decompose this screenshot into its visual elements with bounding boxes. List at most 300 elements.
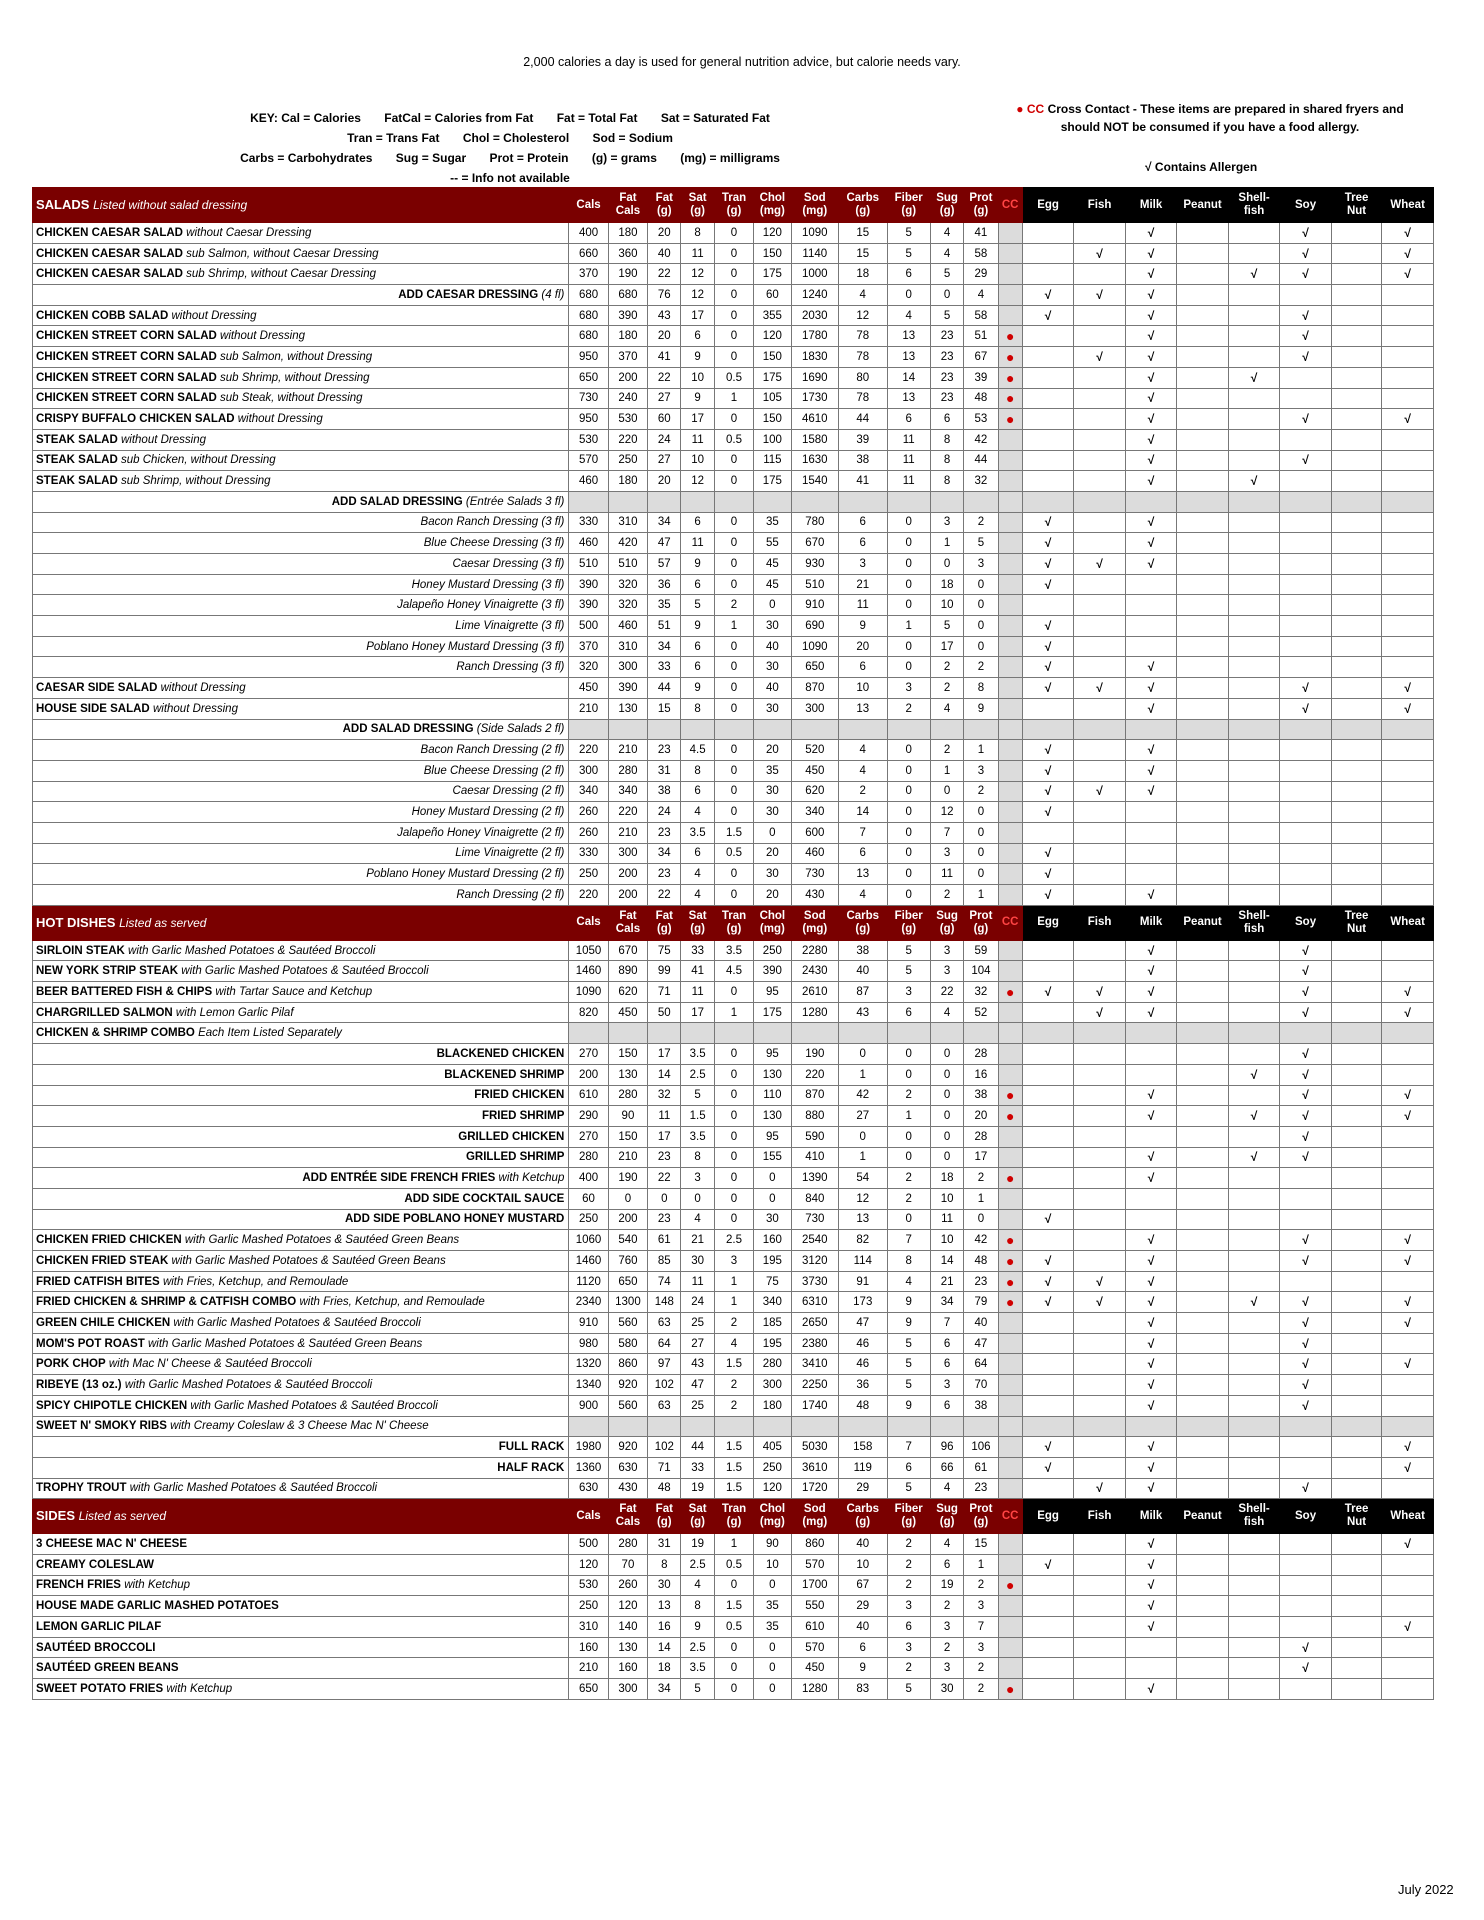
value-chol: 155 bbox=[754, 1147, 791, 1168]
value-sat: 3.5 bbox=[681, 1044, 714, 1065]
value-sat: 4.5 bbox=[681, 740, 714, 761]
allergen-shellfish bbox=[1228, 1002, 1280, 1023]
allergen-peanut bbox=[1177, 1209, 1229, 1230]
table-row bbox=[33, 698, 1434, 719]
allergen-soy: √ bbox=[1280, 1478, 1332, 1499]
footer-date: July 2022 bbox=[1398, 1882, 1454, 1897]
allergen-treenut bbox=[1331, 1147, 1382, 1168]
tran-header-bottom: (g) bbox=[726, 1516, 742, 1529]
column-header-cals: Cals bbox=[569, 905, 608, 940]
item-name bbox=[33, 1596, 569, 1617]
column-header-fish: Fish bbox=[1074, 188, 1126, 223]
cc-marker bbox=[998, 1188, 1022, 1209]
value-fat-cals: 890 bbox=[608, 961, 647, 982]
column-header-wheat: Wheat bbox=[1382, 905, 1434, 940]
value-chol: 250 bbox=[754, 1457, 791, 1478]
allergen-wheat bbox=[1382, 326, 1434, 347]
value-tran: 0 bbox=[714, 471, 753, 492]
value-fiber: 13 bbox=[887, 326, 930, 347]
column-header-sat bbox=[681, 188, 714, 223]
allergen-treenut bbox=[1331, 678, 1382, 699]
value-fiber: 9 bbox=[887, 1395, 930, 1416]
value-carbs: 83 bbox=[839, 1679, 887, 1700]
allergen-treenut bbox=[1331, 636, 1382, 657]
table-row bbox=[33, 533, 1434, 554]
value-sod: 300 bbox=[791, 698, 838, 719]
allergen-milk: √ bbox=[1125, 1437, 1177, 1458]
allergen-wheat bbox=[1382, 491, 1434, 512]
allergen-shellfish: √ bbox=[1228, 471, 1280, 492]
allergen-milk: √ bbox=[1125, 760, 1177, 781]
value-tran: 0 bbox=[714, 326, 753, 347]
value-prot: 64 bbox=[964, 1354, 998, 1375]
value-tran: 0 bbox=[714, 1168, 753, 1189]
column-header-cc: CC bbox=[998, 188, 1022, 223]
column-header-treenut bbox=[1331, 905, 1382, 940]
value-sat: 6 bbox=[681, 574, 714, 595]
value-tran: 0.5 bbox=[714, 367, 753, 388]
chol-header-top: Chol bbox=[759, 1503, 786, 1516]
allergen-peanut bbox=[1177, 1375, 1229, 1396]
item-name bbox=[33, 1209, 569, 1230]
value-chol: 20 bbox=[754, 740, 791, 761]
value-carbs: 1 bbox=[839, 1064, 887, 1085]
allergen-fish bbox=[1074, 367, 1126, 388]
value-sug: 6 bbox=[930, 1554, 963, 1575]
value-chol: 0 bbox=[754, 595, 791, 616]
allergen-soy bbox=[1280, 1209, 1332, 1230]
value-carbs: 29 bbox=[839, 1596, 887, 1617]
item-name-bold: SIDE POBLANO HONEY MUSTARD bbox=[369, 1213, 565, 1226]
value-sod: 3120 bbox=[791, 1251, 838, 1272]
allergen-wheat: √ bbox=[1382, 1292, 1434, 1313]
key-item: -- = Info not available bbox=[450, 171, 570, 185]
value-prot: 79 bbox=[964, 1292, 998, 1313]
item-description: Lime Vinaigrette (2 fl) bbox=[455, 847, 565, 860]
value-prot: 0 bbox=[964, 595, 998, 616]
allergen-wheat bbox=[1382, 388, 1434, 409]
allergen-treenut bbox=[1331, 1637, 1382, 1658]
value-sug: 3 bbox=[930, 843, 963, 864]
allergen-fish bbox=[1074, 802, 1126, 823]
allergen-wheat bbox=[1382, 305, 1434, 326]
value-chol: 175 bbox=[754, 471, 791, 492]
value-tran: 0 bbox=[714, 223, 753, 244]
cc-marker bbox=[998, 1457, 1022, 1478]
table-row bbox=[33, 1395, 1434, 1416]
value-tran: 1 bbox=[714, 388, 753, 409]
sod-header-top: Sod bbox=[803, 909, 826, 922]
allergen-treenut bbox=[1331, 616, 1382, 637]
allergen-fish: √ bbox=[1074, 1002, 1126, 1023]
allergen-wheat bbox=[1382, 450, 1434, 471]
value-fiber: 5 bbox=[887, 1375, 930, 1396]
item-name bbox=[33, 1333, 569, 1354]
value-sat: 5 bbox=[681, 1679, 714, 1700]
item-name bbox=[33, 982, 569, 1003]
value-sug: 18 bbox=[930, 1168, 963, 1189]
table-row bbox=[33, 1085, 1434, 1106]
table-row bbox=[33, 388, 1434, 409]
allergen-milk: √ bbox=[1125, 657, 1177, 678]
value-sat: 47 bbox=[681, 1375, 714, 1396]
allergen-fish: √ bbox=[1074, 347, 1126, 368]
value-carbs: 78 bbox=[839, 347, 887, 368]
allergen-fish bbox=[1074, 1044, 1126, 1065]
allergen-fish bbox=[1074, 940, 1126, 961]
value-tran: 0 bbox=[714, 554, 753, 575]
prot-header-bottom: (g) bbox=[973, 1516, 989, 1529]
table-row bbox=[33, 347, 1434, 368]
shellfish-header-top: Shell- bbox=[1238, 909, 1270, 922]
cc-dot-icon: ● bbox=[1016, 102, 1024, 116]
value-sat: 2.5 bbox=[681, 1637, 714, 1658]
value-fat-cals: 210 bbox=[608, 1147, 647, 1168]
allergen-wheat: √ bbox=[1382, 698, 1434, 719]
allergen-fish: √ bbox=[1074, 1271, 1126, 1292]
subgroup-row bbox=[33, 719, 1434, 740]
allergen-milk: √ bbox=[1125, 1147, 1177, 1168]
value-fiber: 0 bbox=[887, 574, 930, 595]
value-fat-cals: 140 bbox=[608, 1617, 647, 1638]
value-fat-cals: 180 bbox=[608, 471, 647, 492]
allergen-treenut bbox=[1331, 1271, 1382, 1292]
item-name-bold: CHICKEN FRIED CHICKEN bbox=[36, 1234, 182, 1247]
item-name bbox=[33, 595, 569, 616]
value-fat-cals: 650 bbox=[608, 1271, 647, 1292]
value-chol: 0 bbox=[754, 822, 791, 843]
table-row bbox=[33, 1437, 1434, 1458]
value-prot: 106 bbox=[964, 1437, 998, 1458]
value-cals: 250 bbox=[569, 864, 608, 885]
value-cals: 220 bbox=[569, 740, 608, 761]
value-sod: 510 bbox=[791, 574, 838, 595]
value-tran bbox=[714, 1416, 753, 1437]
value-tran: 0 bbox=[714, 1679, 753, 1700]
contains-allergen-legend: √ Contains Allergen bbox=[1145, 160, 1258, 174]
allergen-egg bbox=[1022, 1188, 1074, 1209]
cc-marker bbox=[998, 940, 1022, 961]
column-header-tran bbox=[714, 188, 753, 223]
value-fat-cals: 0 bbox=[608, 1188, 647, 1209]
item-description: sub Shrimp, without Dressing bbox=[220, 371, 370, 384]
column-header-prot bbox=[964, 905, 998, 940]
allergen-milk: √ bbox=[1125, 1333, 1177, 1354]
item-description: without Dressing bbox=[120, 433, 206, 446]
value-sug: 14 bbox=[930, 1251, 963, 1272]
allergen-treenut bbox=[1331, 781, 1382, 802]
value-fat: 48 bbox=[648, 1478, 681, 1499]
column-header-soy: Soy bbox=[1280, 1499, 1332, 1534]
value-carbs bbox=[839, 491, 887, 512]
allergen-soy bbox=[1280, 388, 1332, 409]
value-fiber: 11 bbox=[887, 429, 930, 450]
value-sug: 8 bbox=[930, 429, 963, 450]
value-carbs: 67 bbox=[839, 1575, 887, 1596]
key-item: Carbs = Carbohydrates bbox=[240, 151, 373, 165]
item-name-bold: MOM'S POT ROAST bbox=[36, 1337, 145, 1350]
value-chol: 30 bbox=[754, 781, 791, 802]
value-sug: 6 bbox=[930, 1395, 963, 1416]
value-fat: 76 bbox=[648, 285, 681, 306]
value-sug: 7 bbox=[930, 822, 963, 843]
value-carbs: 6 bbox=[839, 657, 887, 678]
allergen-wheat bbox=[1382, 1637, 1434, 1658]
value-sod: 690 bbox=[791, 616, 838, 637]
value-sat bbox=[681, 1023, 714, 1044]
item-description: with Garlic Mashed Potatoes & Sautéed Broccoli bbox=[178, 965, 429, 978]
cc-label: CC bbox=[1026, 102, 1045, 116]
allergen-fish bbox=[1074, 223, 1126, 244]
value-fat-cals bbox=[608, 1023, 647, 1044]
value-fiber: 0 bbox=[887, 864, 930, 885]
value-sod: 1730 bbox=[791, 388, 838, 409]
allergen-treenut bbox=[1331, 1658, 1382, 1679]
item-name bbox=[33, 1023, 569, 1044]
allergen-peanut bbox=[1177, 1147, 1229, 1168]
value-fat: 8 bbox=[648, 1554, 681, 1575]
value-fat-cals: 250 bbox=[608, 450, 647, 471]
item-name bbox=[33, 1126, 569, 1147]
value-carbs: 7 bbox=[839, 822, 887, 843]
item-name bbox=[33, 512, 569, 533]
allergen-treenut bbox=[1331, 1251, 1382, 1272]
allergen-egg bbox=[1022, 1044, 1074, 1065]
value-sat: 25 bbox=[681, 1313, 714, 1334]
value-cals: 300 bbox=[569, 760, 608, 781]
item-name bbox=[33, 1395, 569, 1416]
allergen-peanut bbox=[1177, 305, 1229, 326]
value-sug: 4 bbox=[930, 223, 963, 244]
column-header-carbs bbox=[839, 1499, 887, 1534]
allergen-egg bbox=[1022, 1596, 1074, 1617]
allergen-wheat bbox=[1382, 1395, 1434, 1416]
value-cals: 1340 bbox=[569, 1375, 608, 1396]
value-sug: 0 bbox=[930, 1064, 963, 1085]
value-chol: 0 bbox=[754, 1637, 791, 1658]
value-sug bbox=[930, 1416, 963, 1437]
cc-dot-icon: ● bbox=[998, 1679, 1022, 1700]
value-fat-cals: 220 bbox=[608, 429, 647, 450]
item-description: sub Chicken, without Dressing bbox=[120, 454, 276, 467]
item-name-bold: NEW YORK STRIP STEAK bbox=[36, 965, 179, 978]
value-tran: 0 bbox=[714, 657, 753, 678]
item-name-bold: CHICKEN CAESAR SALAD bbox=[36, 247, 183, 260]
allergen-shellfish bbox=[1228, 1478, 1280, 1499]
allergen-soy bbox=[1280, 1575, 1332, 1596]
value-sod: 190 bbox=[791, 1044, 838, 1065]
value-carbs: 2 bbox=[839, 781, 887, 802]
value-cals: 680 bbox=[569, 285, 608, 306]
value-sug: 3 bbox=[930, 1658, 963, 1679]
allergen-peanut bbox=[1177, 1002, 1229, 1023]
value-sat: 4 bbox=[681, 1575, 714, 1596]
allergen-egg bbox=[1022, 1679, 1074, 1700]
value-fiber: 2 bbox=[887, 1188, 930, 1209]
table-row bbox=[33, 243, 1434, 264]
value-fat-cals: 450 bbox=[608, 1002, 647, 1023]
value-fat: 99 bbox=[648, 961, 681, 982]
allergen-fish: √ bbox=[1074, 285, 1126, 306]
allergen-peanut bbox=[1177, 1554, 1229, 1575]
value-fat-cals: 310 bbox=[608, 636, 647, 657]
value-sod: 1240 bbox=[791, 285, 838, 306]
key-item: Chol = Cholesterol bbox=[462, 131, 570, 145]
value-fiber: 0 bbox=[887, 1064, 930, 1085]
value-prot: 58 bbox=[964, 305, 998, 326]
allergen-wheat: √ bbox=[1382, 1230, 1434, 1251]
allergen-egg: √ bbox=[1022, 1437, 1074, 1458]
value-carbs: 10 bbox=[839, 1554, 887, 1575]
value-sat: 9 bbox=[681, 678, 714, 699]
value-cals: 650 bbox=[569, 1679, 608, 1700]
item-description: Bacon Ranch Dressing (2 fl) bbox=[420, 744, 565, 757]
allergen-egg: √ bbox=[1022, 657, 1074, 678]
value-sod: 1280 bbox=[791, 1679, 838, 1700]
value-sat: 3.5 bbox=[681, 1126, 714, 1147]
value-sat: 8 bbox=[681, 760, 714, 781]
allergen-wheat bbox=[1382, 1209, 1434, 1230]
allergen-fish bbox=[1074, 1658, 1126, 1679]
allergen-treenut bbox=[1331, 657, 1382, 678]
chol-header-top: Chol bbox=[759, 192, 786, 204]
value-fat-cals: 210 bbox=[608, 822, 647, 843]
value-sug: 0 bbox=[930, 1085, 963, 1106]
value-fat: 24 bbox=[648, 429, 681, 450]
value-prot: 42 bbox=[964, 1230, 998, 1251]
shellfish-header-top: Shell- bbox=[1238, 1503, 1270, 1516]
allergen-treenut bbox=[1331, 1230, 1382, 1251]
item-name-bold: ENTRÉE SIDE FRENCH FRIES bbox=[327, 1172, 496, 1185]
allergen-egg bbox=[1022, 264, 1074, 285]
item-description: sub Steak, without Dressing bbox=[220, 392, 363, 405]
allergen-shellfish: √ bbox=[1228, 1064, 1280, 1085]
value-carbs: 14 bbox=[839, 802, 887, 823]
cc-marker bbox=[998, 1637, 1022, 1658]
value-tran: 0 bbox=[714, 636, 753, 657]
allergen-egg: √ bbox=[1022, 760, 1074, 781]
cc-marker bbox=[998, 961, 1022, 982]
value-fiber: 4 bbox=[887, 305, 930, 326]
value-fat-cals: 670 bbox=[608, 940, 647, 961]
allergen-treenut bbox=[1331, 940, 1382, 961]
tran-header-top: Tran bbox=[721, 1503, 747, 1516]
item-description: without Dressing bbox=[220, 330, 306, 343]
value-sod: 1000 bbox=[791, 264, 838, 285]
allergen-shellfish bbox=[1228, 491, 1280, 512]
value-prot bbox=[964, 719, 998, 740]
value-sat bbox=[681, 491, 714, 512]
allergen-soy bbox=[1280, 760, 1332, 781]
item-name bbox=[33, 491, 569, 512]
value-sat: 33 bbox=[681, 940, 714, 961]
allergen-egg bbox=[1022, 471, 1074, 492]
allergen-soy: √ bbox=[1280, 1085, 1332, 1106]
value-chol bbox=[754, 1023, 791, 1044]
allergen-peanut bbox=[1177, 678, 1229, 699]
allergen-milk bbox=[1125, 1658, 1177, 1679]
value-chol: 115 bbox=[754, 450, 791, 471]
allergen-egg: √ bbox=[1022, 843, 1074, 864]
table-row bbox=[33, 1292, 1434, 1313]
value-fat: 102 bbox=[648, 1437, 681, 1458]
allergen-egg bbox=[1022, 388, 1074, 409]
column-header-peanut: Peanut bbox=[1177, 188, 1229, 223]
allergen-egg bbox=[1022, 491, 1074, 512]
allergen-egg bbox=[1022, 1617, 1074, 1638]
allergen-egg: √ bbox=[1022, 574, 1074, 595]
cc-marker bbox=[998, 843, 1022, 864]
value-chol: 160 bbox=[754, 1230, 791, 1251]
value-cals: 60 bbox=[569, 1188, 608, 1209]
item-description: with Mac N' Cheese & Sautéed Broccoli bbox=[108, 1358, 312, 1371]
value-fat: 27 bbox=[648, 450, 681, 471]
value-fiber: 0 bbox=[887, 595, 930, 616]
value-sod: 450 bbox=[791, 1658, 838, 1679]
value-sod: 2030 bbox=[791, 305, 838, 326]
value-sat: 11 bbox=[681, 429, 714, 450]
value-fat-cals: 130 bbox=[608, 698, 647, 719]
chol-header-top: Chol bbox=[759, 909, 786, 922]
carbs-header-top: Carbs bbox=[846, 909, 880, 922]
allergen-milk bbox=[1125, 864, 1177, 885]
allergen-treenut bbox=[1331, 429, 1382, 450]
value-fat: 23 bbox=[648, 822, 681, 843]
value-sug: 8 bbox=[930, 450, 963, 471]
key-item: Fat = Total Fat bbox=[556, 111, 638, 125]
value-sat: 3.5 bbox=[681, 1658, 714, 1679]
value-fat-cals: 160 bbox=[608, 1658, 647, 1679]
value-sod: 2610 bbox=[791, 982, 838, 1003]
item-name bbox=[33, 802, 569, 823]
allergen-shellfish bbox=[1228, 678, 1280, 699]
value-sug bbox=[930, 719, 963, 740]
value-prot: 0 bbox=[964, 1209, 998, 1230]
cc-note-line-2: should NOT be consumed if you have a food allergy. bbox=[1060, 120, 1360, 134]
tran-header-top: Tran bbox=[721, 192, 747, 204]
item-description: with Garlic Mashed Potatoes & Sautéed Broccoli bbox=[126, 1482, 378, 1495]
allergen-peanut bbox=[1177, 657, 1229, 678]
table-row bbox=[33, 595, 1434, 616]
section-title-text: SALADS bbox=[36, 197, 90, 212]
value-prot: 2 bbox=[964, 781, 998, 802]
allergen-shellfish bbox=[1228, 719, 1280, 740]
allergen-soy bbox=[1280, 512, 1332, 533]
cc-marker bbox=[998, 1596, 1022, 1617]
value-fat: 20 bbox=[648, 326, 681, 347]
table-row bbox=[33, 822, 1434, 843]
item-name bbox=[33, 429, 569, 450]
value-sod: 460 bbox=[791, 843, 838, 864]
table-row bbox=[33, 1658, 1434, 1679]
value-carbs: 3 bbox=[839, 554, 887, 575]
column-header-chol bbox=[754, 188, 791, 223]
table-row bbox=[33, 843, 1434, 864]
allergen-peanut bbox=[1177, 491, 1229, 512]
value-cals: 390 bbox=[569, 574, 608, 595]
item-name-bold: CHICKEN & SHRIMP COMBO bbox=[36, 1027, 195, 1040]
value-sug: 4 bbox=[930, 1534, 963, 1555]
value-carbs: 6 bbox=[839, 512, 887, 533]
value-tran: 4 bbox=[714, 1333, 753, 1354]
value-chol: 110 bbox=[754, 1085, 791, 1106]
value-sod: 520 bbox=[791, 740, 838, 761]
value-prot: 7 bbox=[964, 1617, 998, 1638]
allergen-soy bbox=[1280, 1617, 1332, 1638]
table-row bbox=[33, 574, 1434, 595]
value-fat-cals: 120 bbox=[608, 1596, 647, 1617]
value-fat: 23 bbox=[648, 1209, 681, 1230]
